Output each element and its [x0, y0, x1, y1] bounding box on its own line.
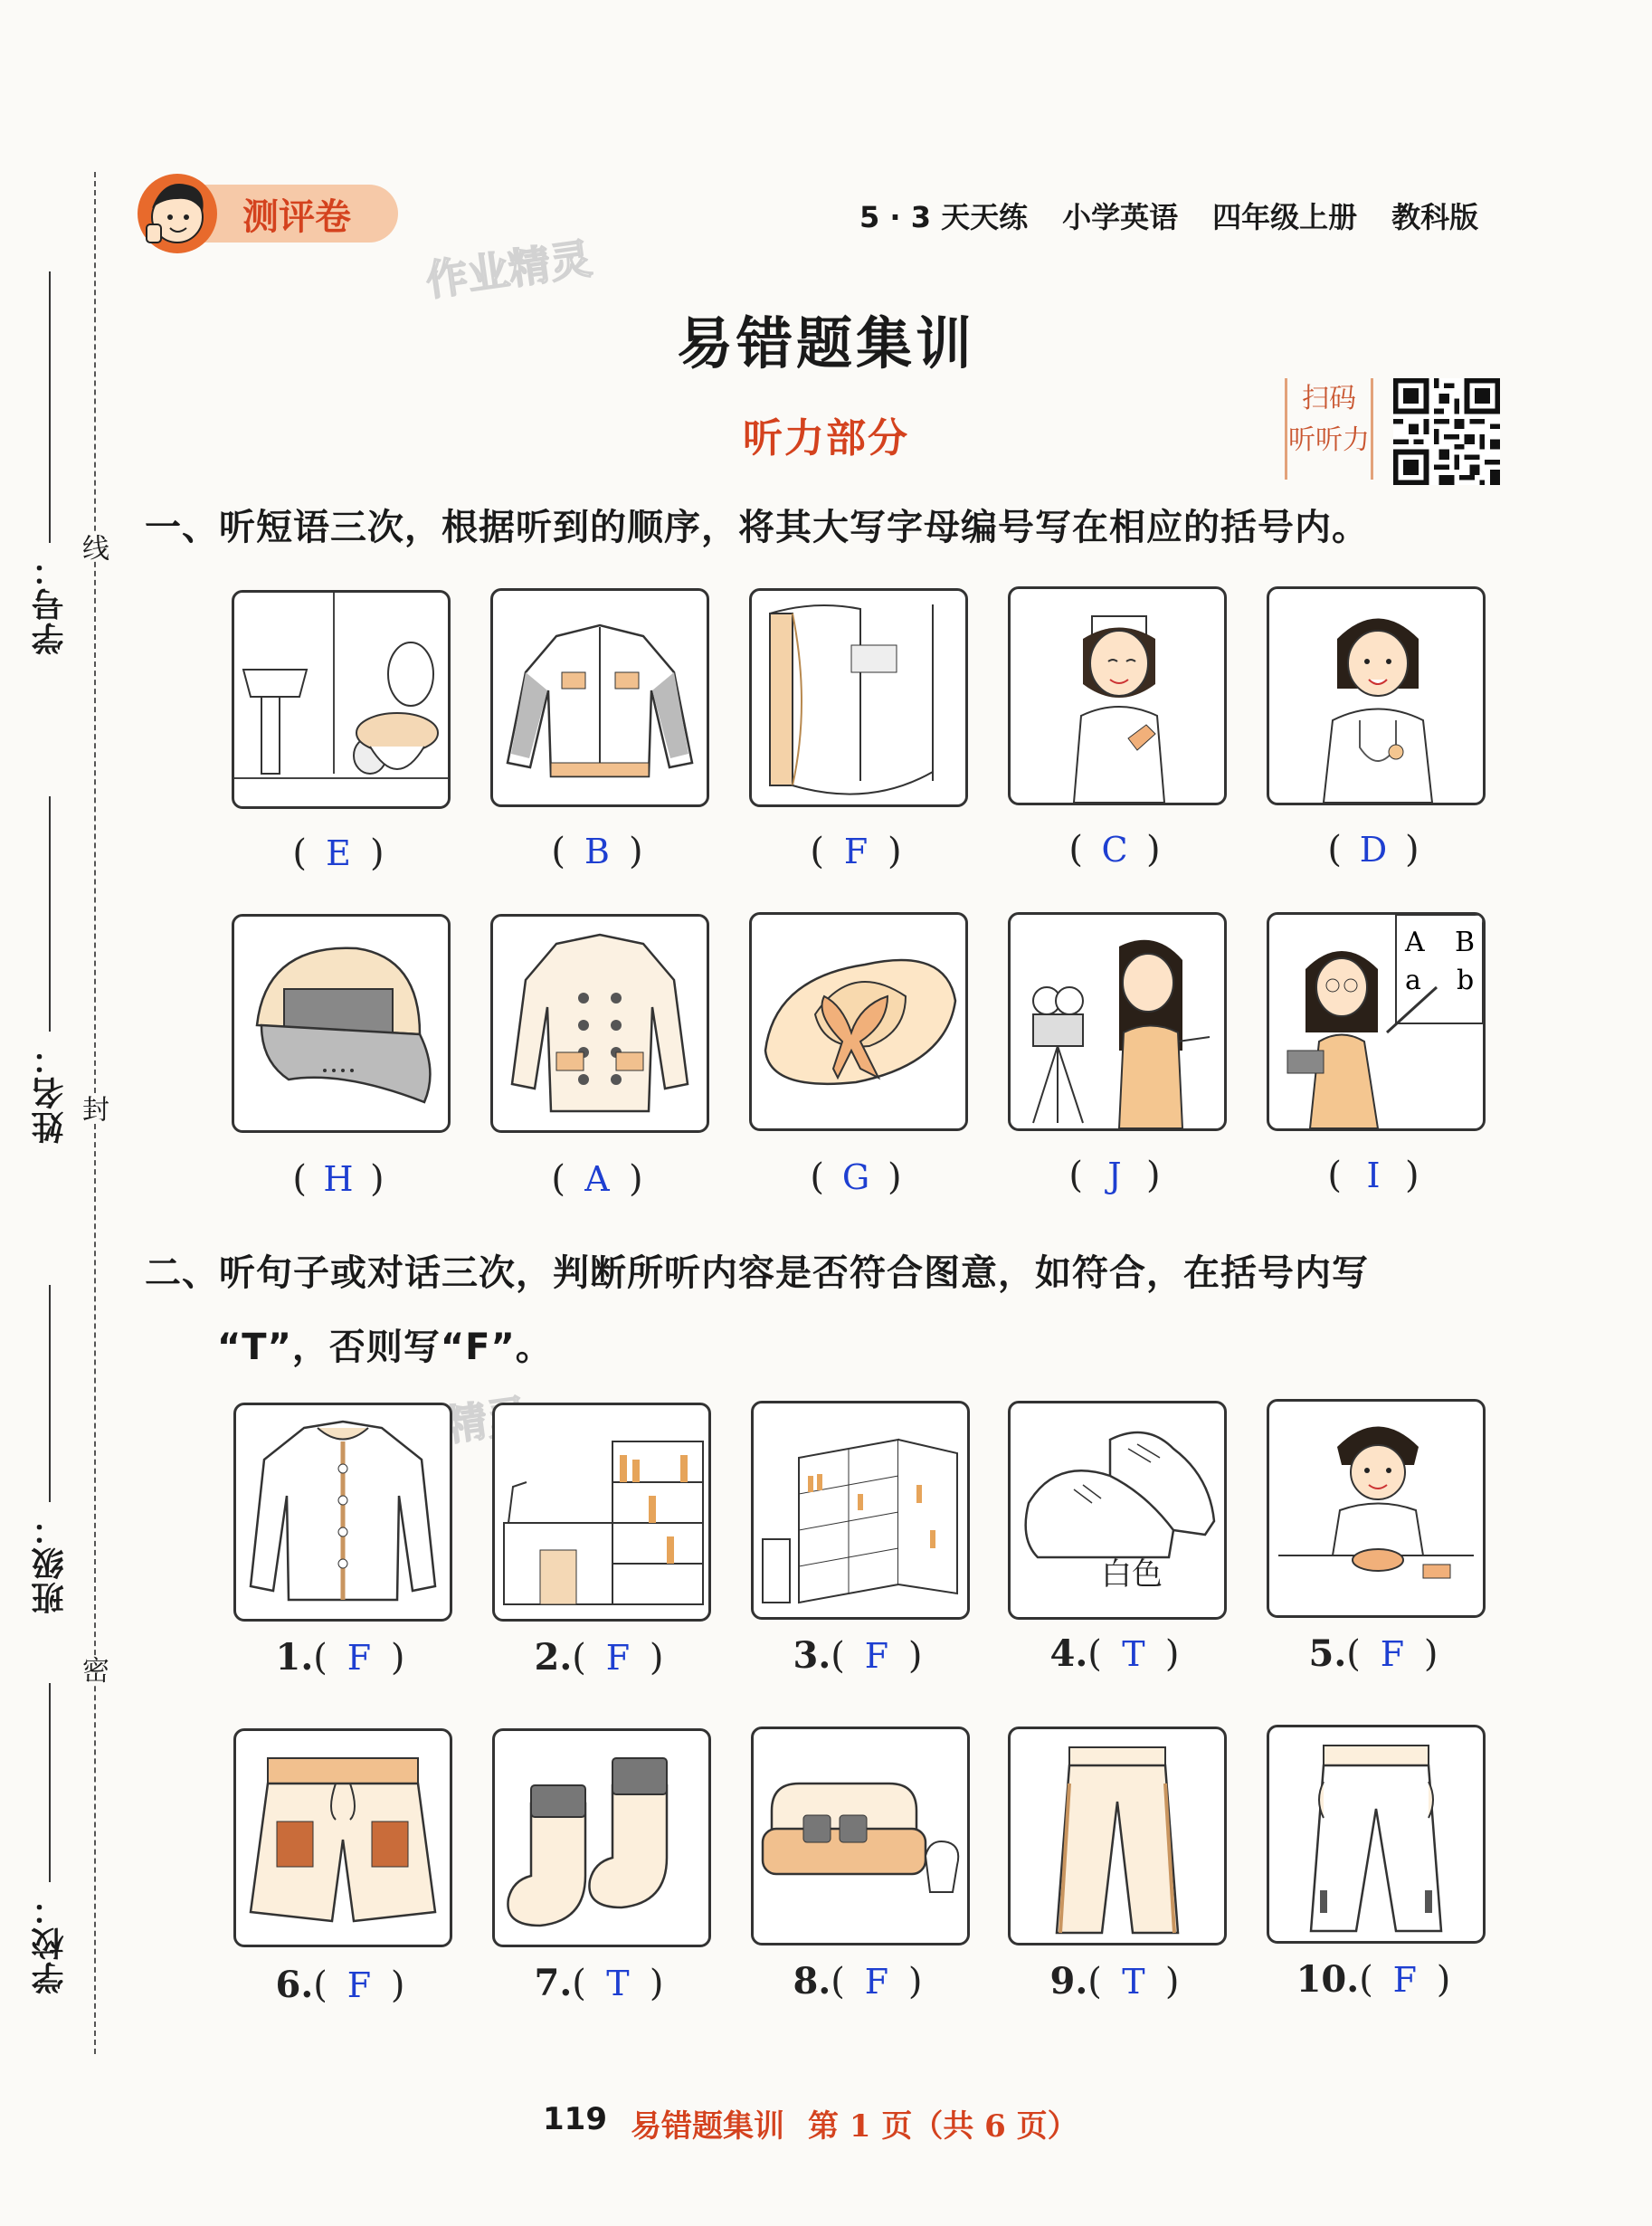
answer-2-8[interactable]: 8.( F ) [793, 1960, 923, 2002]
answer-value[interactable]: T [1122, 1962, 1145, 2002]
picture-boy-toy [1267, 1399, 1486, 1618]
item-number: 1. [275, 1636, 314, 1679]
nurse-icon [1011, 589, 1224, 803]
name-label: 姓名： [31, 1041, 69, 1144]
bookshelves-icon [754, 1403, 967, 1617]
picture-bathroom [232, 590, 451, 809]
item-number: 4. [1049, 1632, 1088, 1675]
answer-value[interactable]: H [323, 1159, 354, 1199]
thumbs-up-boy-icon [136, 172, 219, 255]
shirt-icon [236, 1405, 450, 1619]
picture-shirt [233, 1403, 452, 1622]
school-underline [49, 1683, 51, 1882]
board-letter-b: b [1457, 965, 1475, 996]
answer-1-4[interactable]: ( C ) [1068, 829, 1161, 870]
section2-instruction-line2: “T”，否则写“F”。 [217, 1327, 553, 1368]
answer-value[interactable]: F [605, 1638, 631, 1678]
answer-value[interactable]: I [1366, 1156, 1381, 1195]
coat-icon [493, 917, 707, 1130]
answer-1-7[interactable]: ( A ) [551, 1158, 643, 1200]
shower-icon [752, 591, 965, 804]
section-subtitle: 听力部分 [743, 415, 909, 461]
section1-instruction: 一、听短语三次，根据听到的顺序，将其大写字母编号写在相应的括号内。 [145, 507, 1369, 548]
answer-value[interactable]: G [841, 1157, 870, 1197]
answer-value[interactable]: C [1101, 830, 1128, 870]
item-number: 8. [793, 1960, 831, 2002]
picture-nurse [1008, 586, 1227, 805]
picture-camera-woman [1008, 912, 1227, 1131]
picture-jacket [490, 588, 709, 807]
footer-page-info: 第 1 页（共 6 页） [807, 2108, 1078, 2145]
item-number: 3. [793, 1634, 831, 1677]
answer-2-2[interactable]: 2.( F ) [534, 1636, 664, 1679]
answer-value[interactable]: A [584, 1159, 610, 1199]
shoes-icon [1011, 1403, 1224, 1617]
section2-instruction-line1: 二、听句子或对话三次，判断所听内容是否符合图意，如符合，在括号内写 [145, 1252, 1369, 1294]
sunhat-icon [752, 915, 965, 1128]
scan-hint [1285, 378, 1373, 480]
item-number: 7. [534, 1962, 573, 2004]
picture-bookshelves [751, 1401, 970, 1620]
answer-value[interactable]: F [347, 1965, 372, 2005]
answer-2-10[interactable]: 10.( F ) [1296, 1958, 1451, 2001]
picture-shoes [1008, 1401, 1227, 1620]
bathroom-icon [234, 593, 448, 806]
answer-1-1[interactable]: ( E ) [292, 832, 385, 874]
answer-2-4[interactable]: 4.( T ) [1049, 1632, 1180, 1675]
class-label: 班级： [31, 1511, 69, 1614]
binding-mark-seal: 封 [85, 1095, 112, 1122]
binding-mark-line: 线 [85, 534, 112, 561]
answer-2-1[interactable]: 1.( F ) [275, 1636, 405, 1679]
answer-2-7[interactable]: 7.( T ) [534, 1962, 664, 2004]
answer-value[interactable]: T [1122, 1634, 1145, 1674]
watermark-top: 作业精灵 [422, 233, 595, 306]
answer-value[interactable]: F [864, 1962, 889, 2002]
answer-2-6[interactable]: 6.( F ) [275, 1964, 405, 2006]
answer-1-2[interactable]: ( B ) [551, 831, 643, 872]
page-title: 易错题集训 [676, 310, 975, 376]
shoes-caption: 白色 [1101, 1556, 1163, 1593]
series-subject: 小学英语 [1062, 200, 1179, 234]
answer-value[interactable]: F [1380, 1634, 1405, 1674]
board-letter-a: a [1405, 965, 1421, 996]
series-name: 5 · 3 天天练 [859, 200, 1029, 234]
series-info [859, 195, 1478, 236]
sofa-icon [754, 1729, 967, 1943]
board-letter-B: B [1455, 927, 1476, 958]
answer-1-10[interactable]: ( I ) [1327, 1155, 1419, 1196]
answer-value[interactable]: D [1359, 830, 1388, 870]
answer-2-3[interactable]: 3.( F ) [793, 1634, 923, 1677]
answer-value[interactable]: F [347, 1638, 372, 1678]
qr-code-icon[interactable] [1393, 378, 1500, 485]
item-number: 5. [1308, 1632, 1347, 1675]
picture-doctor [1267, 586, 1486, 805]
pants-icon [1011, 1729, 1224, 1943]
binding-mark-secret: 密 [85, 1656, 112, 1683]
answer-value[interactable]: J [1107, 1156, 1122, 1195]
item-number: 10. [1296, 1958, 1360, 2001]
series-edition: 教科版 [1391, 200, 1479, 234]
scan-hint-line1: 扫码 [1302, 383, 1356, 414]
test-paper-badge [136, 172, 398, 255]
answer-value[interactable]: F [1392, 1960, 1417, 2000]
board-letter-A: A [1405, 927, 1425, 958]
picture-sunhat [749, 912, 968, 1131]
camera-woman-icon [1011, 915, 1224, 1128]
badge-label: 测评卷 [242, 195, 351, 238]
answer-value[interactable]: E [326, 833, 351, 873]
picture-socks [492, 1728, 711, 1947]
school-label: 学校： [31, 1891, 69, 1994]
answer-value[interactable]: B [584, 832, 610, 871]
series-grade: 四年级上册 [1212, 200, 1358, 234]
picture-pants [1008, 1727, 1227, 1945]
class-underline [49, 1285, 51, 1502]
picture-study-room [492, 1403, 711, 1622]
answer-value[interactable]: F [843, 832, 869, 871]
answer-value[interactable]: F [864, 1636, 889, 1676]
item-number: 2. [534, 1636, 573, 1679]
answer-1-8[interactable]: ( G ) [810, 1156, 902, 1198]
picture-shorts [233, 1728, 452, 1947]
study-room-icon [495, 1405, 708, 1619]
student-id-label: 学号： [31, 552, 69, 655]
answer-2-5[interactable]: 5.( F ) [1308, 1632, 1438, 1675]
footer-title: 易错题集训 [630, 2108, 784, 2145]
cap-icon [234, 917, 448, 1130]
picture-cap [232, 914, 451, 1133]
answer-1-6[interactable]: ( H ) [292, 1158, 385, 1200]
picture-teacher [1267, 912, 1486, 1131]
doctor-icon [1269, 589, 1483, 803]
answer-1-5[interactable]: ( D ) [1327, 829, 1419, 870]
trousers-icon [1269, 1727, 1483, 1941]
name-field [18, 796, 81, 1144]
socks-icon [495, 1731, 708, 1945]
jacket-icon [493, 591, 707, 804]
picture-coat [490, 914, 709, 1133]
class-field [18, 1285, 81, 1614]
boy-toy-icon [1269, 1402, 1483, 1615]
school-field [18, 1683, 81, 1994]
picture-trousers [1267, 1725, 1486, 1944]
picture-shower [749, 588, 968, 807]
item-number: 9. [1049, 1960, 1088, 2002]
scan-hint-line2: 听听力 [1288, 424, 1370, 456]
item-number: 6. [275, 1964, 314, 2006]
answer-2-9[interactable]: 9.( T ) [1049, 1960, 1180, 2002]
name-underline [49, 796, 51, 1032]
shorts-icon [236, 1731, 450, 1945]
answer-1-9[interactable]: ( J ) [1068, 1155, 1161, 1196]
page-number: 119 [543, 2101, 607, 2137]
page-footer [543, 2101, 1078, 2145]
teacher-icon [1269, 915, 1483, 1128]
answer-value[interactable]: T [606, 1964, 630, 2003]
picture-sofa [751, 1727, 970, 1945]
answer-1-3[interactable]: ( F ) [810, 831, 902, 872]
